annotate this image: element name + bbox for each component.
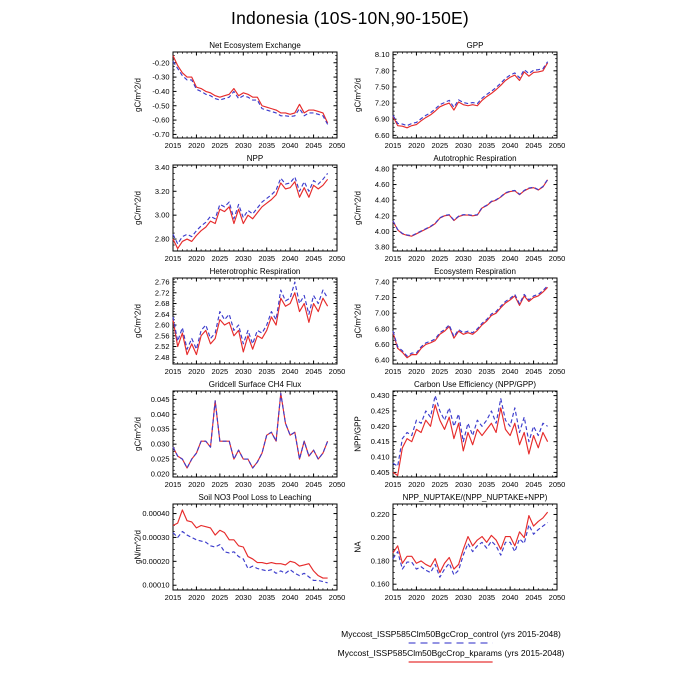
chart-panel-npp-nuptake-fraction: [342, 492, 582, 616]
svg-text:2.48: 2.48: [154, 352, 170, 362]
svg-text:2040: 2040: [281, 367, 299, 376]
svg-text:2030: 2030: [454, 141, 472, 150]
svg-text:2050: 2050: [548, 254, 566, 263]
svg-text:2030: 2030: [234, 367, 252, 376]
svg-text:2020: 2020: [188, 367, 205, 376]
svg-text:2050: 2050: [548, 480, 566, 489]
svg-text:2.56: 2.56: [154, 331, 170, 341]
svg-text:2020: 2020: [188, 480, 205, 489]
svg-text:0.415: 0.415: [370, 437, 390, 447]
svg-text:2045: 2045: [305, 480, 322, 489]
line-chart: [122, 379, 362, 503]
svg-text:2015: 2015: [164, 593, 182, 602]
svg-text:2030: 2030: [454, 254, 472, 263]
y-axis-label: NA: [353, 541, 363, 553]
svg-text:2020: 2020: [408, 367, 425, 376]
y-axis-label: gC/m^2/d: [133, 304, 143, 338]
chart-title: Carbon Use Efficiency (NPP/GPP): [413, 380, 537, 389]
svg-text:0.00030: 0.00030: [142, 532, 170, 542]
legend-item-control: [338, 629, 565, 644]
svg-text:-0.40: -0.40: [152, 86, 170, 96]
figure-title: Indonesia (10S-10N,90-150E): [231, 8, 469, 28]
svg-text:0.040: 0.040: [150, 409, 170, 419]
svg-text:2040: 2040: [281, 254, 299, 263]
svg-text:0.00010: 0.00010: [142, 580, 170, 590]
chart-panel-heterotrophic-respiration: [122, 266, 362, 390]
svg-text:2015: 2015: [384, 593, 402, 602]
svg-text:2.72: 2.72: [154, 288, 170, 298]
svg-text:0.180: 0.180: [370, 556, 390, 566]
svg-text:2.76: 2.76: [154, 277, 170, 287]
svg-text:0.020: 0.020: [150, 469, 170, 479]
svg-text:2015: 2015: [384, 367, 402, 376]
legend-label-kparams: Myccost_ISSP585Clm50BgcCrop_kparams (yrs 2015-2048): [337, 648, 565, 658]
svg-text:7.20: 7.20: [374, 98, 390, 108]
svg-text:2020: 2020: [408, 254, 425, 263]
svg-text:2030: 2030: [234, 480, 252, 489]
svg-text:2030: 2030: [454, 480, 472, 489]
svg-text:2035: 2035: [478, 254, 496, 263]
svg-text:2040: 2040: [281, 480, 299, 489]
svg-text:8.10: 8.10: [374, 50, 390, 60]
svg-text:2015: 2015: [164, 367, 182, 376]
svg-text:2050: 2050: [548, 593, 566, 602]
svg-text:2020: 2020: [408, 480, 425, 489]
svg-text:0.425: 0.425: [370, 406, 390, 416]
svg-text:2030: 2030: [454, 593, 472, 602]
svg-text:7.50: 7.50: [374, 82, 390, 92]
svg-text:2050: 2050: [548, 141, 566, 150]
svg-text:2.80: 2.80: [154, 234, 170, 244]
svg-text:3.80: 3.80: [374, 242, 390, 252]
chart-title: Net Ecosystem Exchange: [209, 41, 301, 50]
svg-text:2025: 2025: [431, 254, 449, 263]
chart-title: NPP_NUPTAKE/(NPP_NUPTAKE+NPP): [402, 493, 548, 502]
svg-text:0.410: 0.410: [370, 452, 390, 462]
svg-text:-0.70: -0.70: [152, 129, 170, 139]
svg-text:2035: 2035: [258, 367, 276, 376]
line-chart: [342, 492, 582, 616]
svg-text:2050: 2050: [328, 367, 346, 376]
chart-title: Gridcell Surface CH4 Flux: [208, 380, 302, 389]
svg-text:6.60: 6.60: [374, 130, 390, 140]
svg-text:2045: 2045: [525, 593, 542, 602]
svg-text:0.420: 0.420: [370, 421, 390, 431]
svg-text:4.60: 4.60: [374, 180, 390, 190]
svg-text:2.52: 2.52: [154, 342, 170, 352]
chart-title: Ecosystem Respiration: [434, 267, 516, 276]
svg-text:2040: 2040: [501, 254, 519, 263]
legend-item-kparams: [338, 648, 565, 663]
y-axis-label: gC/m^2/d: [133, 78, 143, 112]
y-axis-label: gC/m^2/d: [133, 417, 143, 451]
line-chart: [342, 153, 582, 277]
svg-text:4.00: 4.00: [374, 226, 390, 236]
svg-text:2015: 2015: [164, 254, 182, 263]
svg-text:2035: 2035: [478, 593, 496, 602]
svg-text:2025: 2025: [211, 593, 229, 602]
svg-text:2045: 2045: [305, 593, 322, 602]
line-chart: [342, 379, 582, 503]
line-chart: [122, 40, 362, 164]
svg-text:2030: 2030: [234, 593, 252, 602]
svg-text:3.20: 3.20: [154, 186, 170, 196]
y-axis-label: NPP/GPP: [353, 416, 363, 452]
svg-text:2045: 2045: [305, 367, 322, 376]
svg-text:2025: 2025: [211, 254, 229, 263]
svg-text:3.00: 3.00: [154, 210, 170, 220]
svg-text:2040: 2040: [281, 593, 299, 602]
line-chart: [122, 153, 362, 277]
y-axis-label: gC/m^2/d: [353, 191, 363, 225]
chart-title: NPP: [246, 154, 264, 163]
chart-title: Soil NO3 Pool Loss to Leaching: [198, 493, 312, 502]
svg-text:3.40: 3.40: [154, 162, 170, 172]
svg-text:2045: 2045: [305, 141, 322, 150]
chart-title: GPP: [466, 41, 484, 50]
legend-line-dashed-control: [409, 642, 493, 644]
chart-panel-carbon-use-efficiency: [342, 379, 582, 503]
svg-text:2020: 2020: [188, 254, 205, 263]
svg-text:2045: 2045: [525, 480, 542, 489]
svg-text:2.68: 2.68: [154, 299, 170, 309]
line-chart: [122, 492, 362, 616]
svg-text:2040: 2040: [501, 480, 519, 489]
svg-text:4.80: 4.80: [374, 164, 390, 174]
svg-text:0.405: 0.405: [370, 467, 390, 477]
svg-text:2025: 2025: [211, 367, 229, 376]
svg-text:2050: 2050: [328, 141, 346, 150]
chart-panel-npp: [122, 153, 362, 277]
svg-text:2035: 2035: [258, 593, 276, 602]
chart-panel-net-ecosystem-exchange: [122, 40, 362, 164]
svg-text:2025: 2025: [431, 367, 449, 376]
chart-title: Autotrophic Respiration: [433, 154, 517, 163]
svg-text:2015: 2015: [384, 141, 402, 150]
svg-text:0.045: 0.045: [150, 394, 170, 404]
svg-text:2050: 2050: [328, 254, 346, 263]
svg-text:2035: 2035: [258, 254, 276, 263]
svg-text:0.200: 0.200: [370, 533, 390, 543]
svg-text:2020: 2020: [188, 141, 205, 150]
svg-text:0.430: 0.430: [370, 391, 390, 401]
svg-text:2035: 2035: [478, 141, 496, 150]
svg-text:-0.30: -0.30: [152, 72, 170, 82]
chart-title: Heterotrophic Respiration: [209, 267, 301, 276]
svg-text:2045: 2045: [525, 367, 542, 376]
chart-panel-autotrophic-respiration: [342, 153, 582, 277]
svg-text:2015: 2015: [384, 254, 402, 263]
line-chart: [342, 266, 582, 390]
svg-text:0.035: 0.035: [150, 424, 170, 434]
svg-text:-0.60: -0.60: [152, 115, 170, 125]
svg-text:2020: 2020: [408, 593, 425, 602]
svg-text:2030: 2030: [234, 141, 252, 150]
chart-panel-soil-no3-leaching: [122, 492, 362, 616]
svg-text:2045: 2045: [305, 254, 322, 263]
svg-text:0.025: 0.025: [150, 454, 170, 464]
svg-text:2020: 2020: [188, 593, 205, 602]
svg-text:2020: 2020: [408, 141, 425, 150]
svg-text:2040: 2040: [501, 367, 519, 376]
svg-text:7.20: 7.20: [374, 293, 390, 303]
y-axis-label: gC/m^2/d: [133, 191, 143, 225]
svg-text:2050: 2050: [548, 367, 566, 376]
line-chart: [122, 266, 362, 390]
svg-text:-0.50: -0.50: [152, 101, 170, 111]
svg-text:2035: 2035: [478, 367, 496, 376]
svg-text:2050: 2050: [328, 593, 346, 602]
svg-text:2040: 2040: [501, 593, 519, 602]
svg-text:2015: 2015: [164, 141, 182, 150]
svg-text:7.40: 7.40: [374, 277, 390, 287]
y-axis-label: gN/m^2/d: [133, 530, 143, 564]
svg-text:0.160: 0.160: [370, 579, 390, 589]
svg-text:6.90: 6.90: [374, 114, 390, 124]
svg-text:2025: 2025: [431, 480, 449, 489]
svg-text:0.030: 0.030: [150, 439, 170, 449]
svg-text:0.00040: 0.00040: [142, 509, 170, 519]
svg-text:2045: 2045: [525, 141, 542, 150]
svg-text:-0.20: -0.20: [152, 58, 170, 68]
y-axis-label: gC/m^2/d: [353, 78, 363, 112]
svg-text:0.220: 0.220: [370, 509, 390, 519]
svg-text:2045: 2045: [525, 254, 542, 263]
svg-text:2030: 2030: [234, 254, 252, 263]
svg-text:6.80: 6.80: [374, 324, 390, 334]
chart-panel-ecosystem-respiration: [342, 266, 582, 390]
legend-line-solid-kparams: [409, 661, 493, 663]
chart-panel-ch4-flux: [122, 379, 362, 503]
svg-text:2025: 2025: [431, 593, 449, 602]
svg-text:6.40: 6.40: [374, 355, 390, 365]
svg-text:2030: 2030: [454, 367, 472, 376]
svg-text:4.40: 4.40: [374, 195, 390, 205]
svg-text:6.60: 6.60: [374, 339, 390, 349]
chart-panel-gpp: [342, 40, 582, 164]
legend: [338, 629, 565, 667]
svg-text:2035: 2035: [478, 480, 496, 489]
svg-text:2035: 2035: [258, 141, 276, 150]
svg-text:2.64: 2.64: [154, 309, 170, 319]
svg-text:2025: 2025: [431, 141, 449, 150]
svg-text:2025: 2025: [211, 141, 229, 150]
svg-text:2050: 2050: [328, 480, 346, 489]
svg-text:2035: 2035: [258, 480, 276, 489]
svg-text:2040: 2040: [501, 141, 519, 150]
svg-text:2015: 2015: [384, 480, 402, 489]
svg-text:2.60: 2.60: [154, 320, 170, 330]
svg-text:2025: 2025: [211, 480, 229, 489]
svg-text:2015: 2015: [164, 480, 182, 489]
legend-label-control: Myccost_ISSP585Clm50BgcCrop_control (yrs 2015-2048): [341, 629, 561, 639]
svg-text:7.80: 7.80: [374, 66, 390, 76]
svg-text:7.00: 7.00: [374, 308, 390, 318]
svg-text:4.20: 4.20: [374, 211, 390, 221]
svg-text:0.00020: 0.00020: [142, 556, 170, 566]
y-axis-label: gC/m^2/d: [353, 304, 363, 338]
svg-text:2040: 2040: [281, 141, 299, 150]
line-chart: [342, 40, 582, 164]
